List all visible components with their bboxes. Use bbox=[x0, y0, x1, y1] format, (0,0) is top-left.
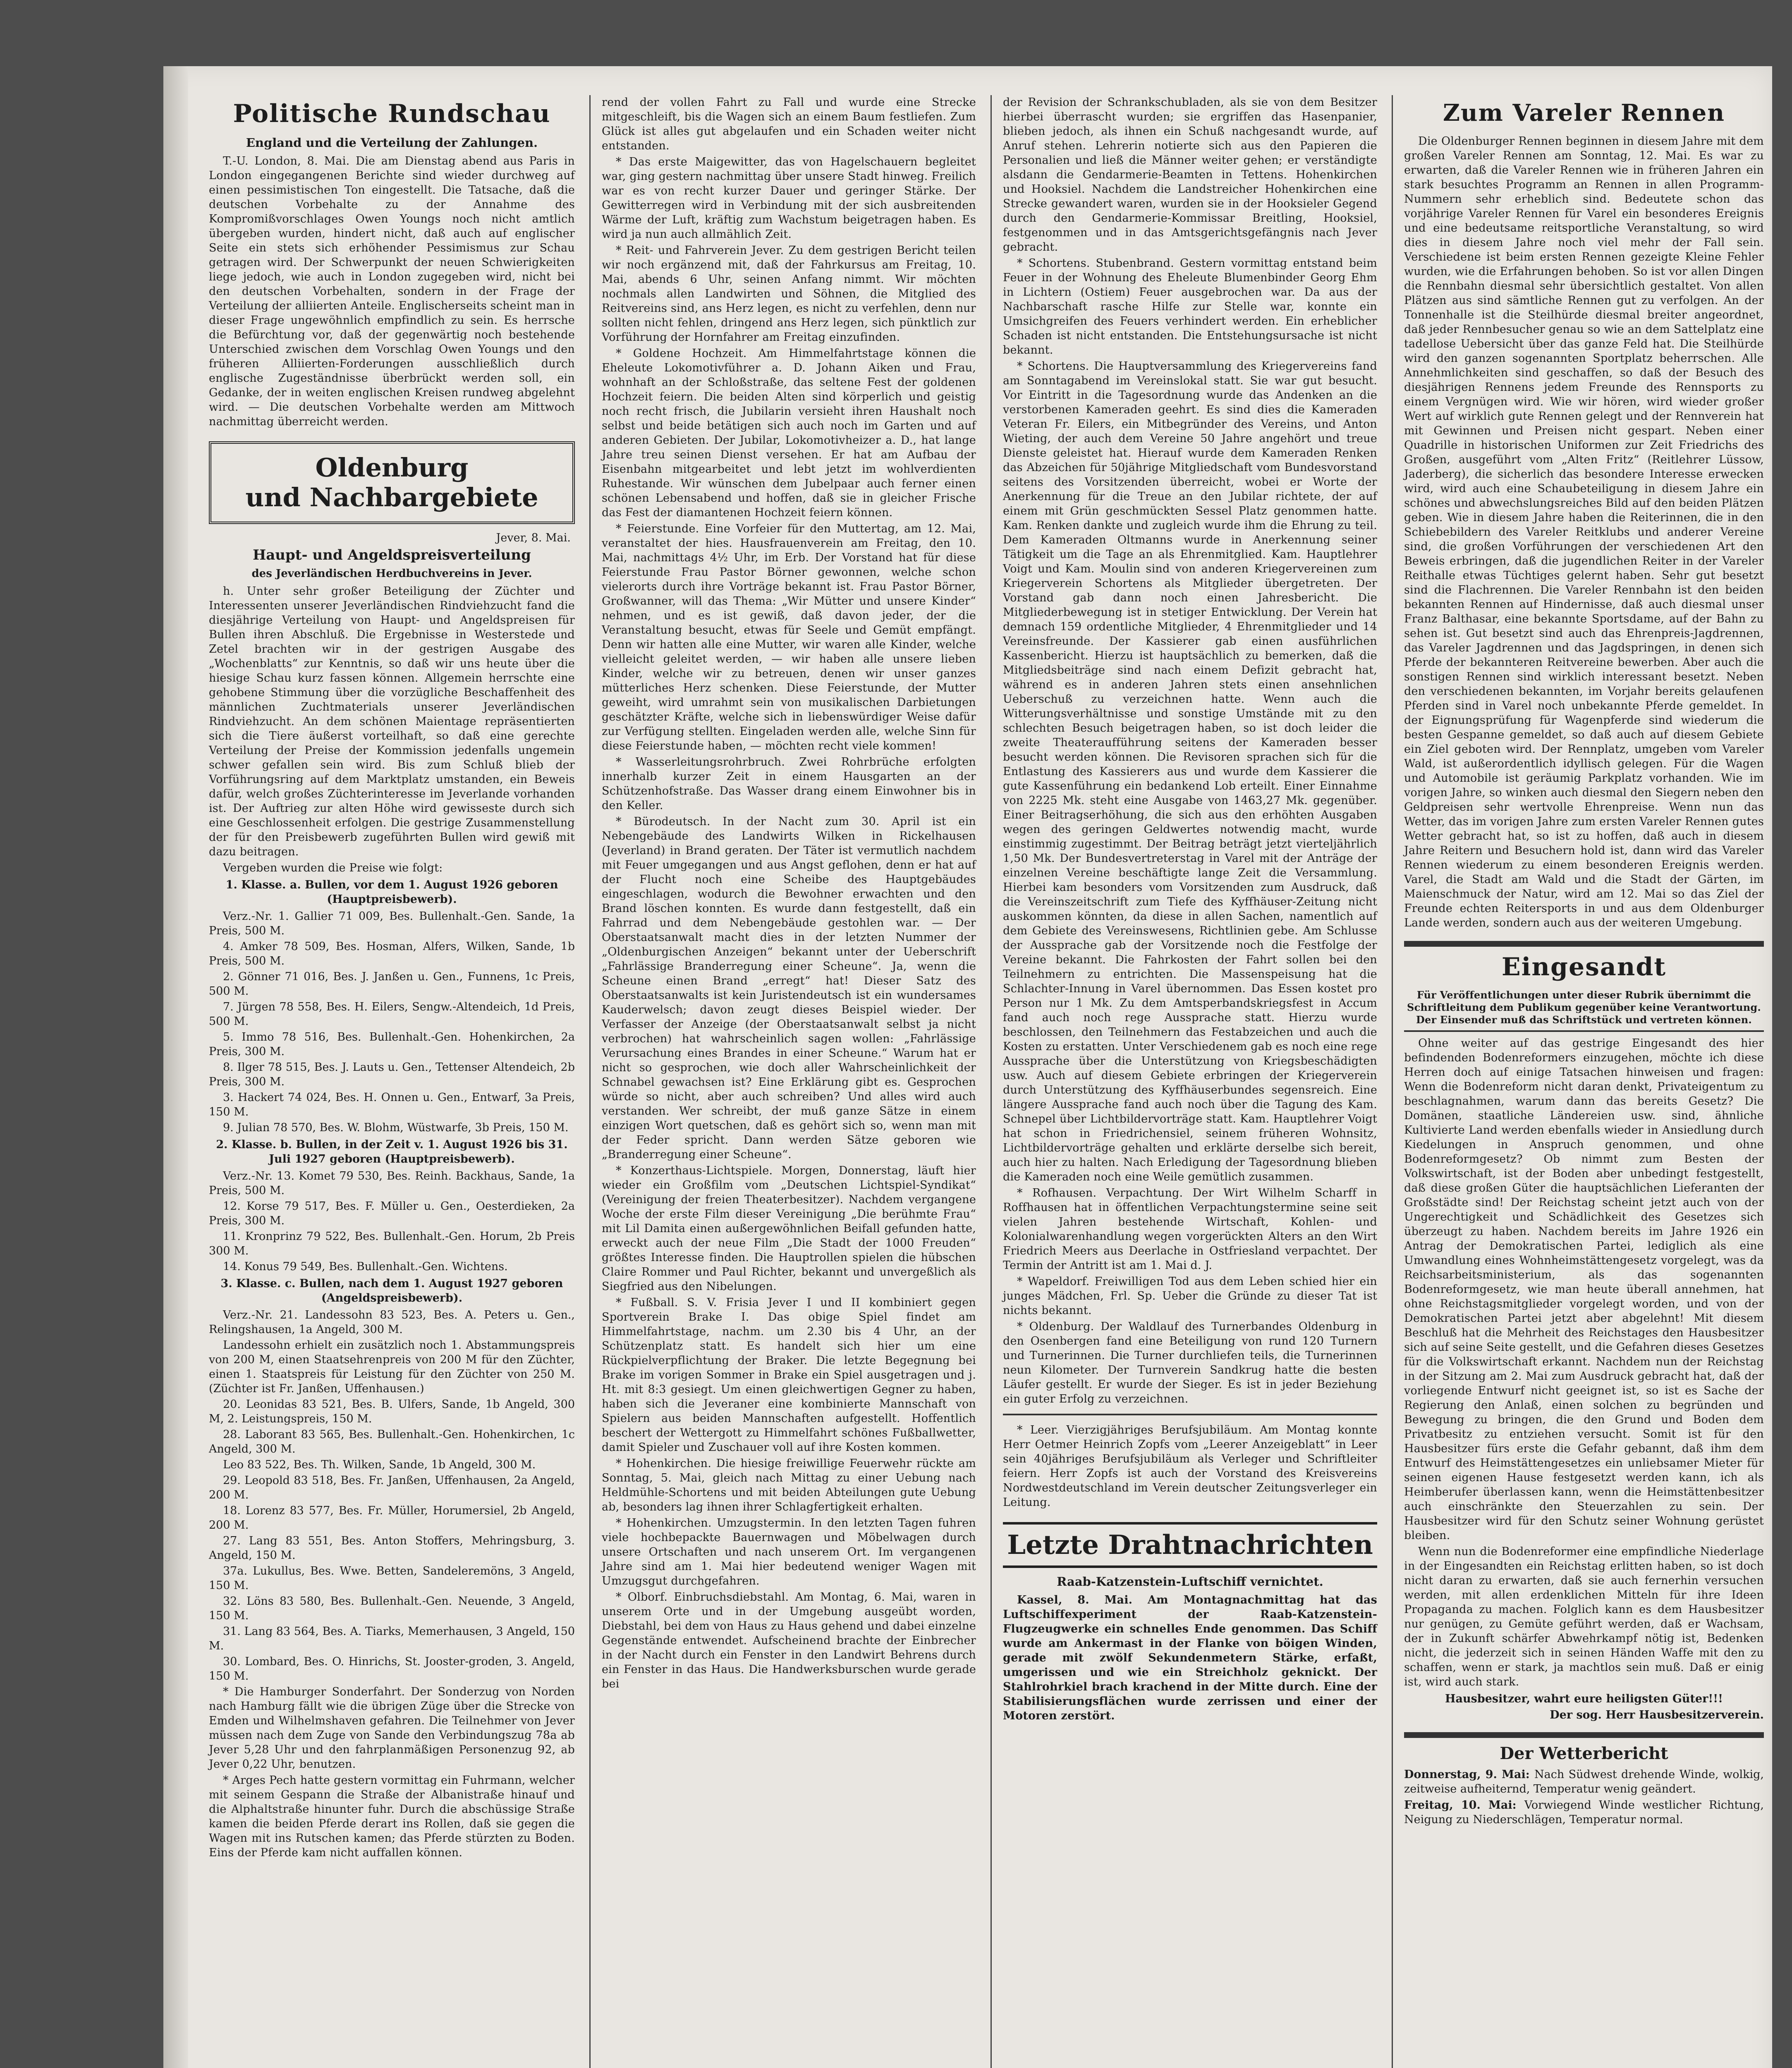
prize-entry: 11. Kronprinz 79 522, Bes. Bullenhalt.-Gen. Horum, 2b Preis 300 M. bbox=[209, 1230, 575, 1257]
section-title-eingesandt: Eingesandt bbox=[1501, 953, 1667, 981]
article-text-reitverein: * Reit- und Fahrverein Jever. Zu dem gestrigen Bericht teilen wir noch ergänzend mit, daß der Fahrkursus am Freitag, 10. Mai, abends 6 Uhr, seinen Anfang nimmt. Wir möchten nochmals allen Landwirten und Söhnen, die Mitglied des Reitvereins sind, ans Herz legen, es nicht zu verfehlen, denn nur sollten nicht fehlen, dringend ans Herz legen, sich pünktlich zur Vorführung der Hornfahrer am Freitag einzufinden. bbox=[602, 244, 976, 344]
column-rule bbox=[1392, 95, 1393, 2068]
prize-entry: Leo 83 522, Bes. Th. Wilken, Sande, 1b Angeld, 300 M. bbox=[223, 1458, 536, 1471]
article-text-wapeldorf: * Wapeldorf. Freiwilligen Tod aus dem Leben schied hier ein junges Mädchen, Frl. Sp. Ueber die Gründe zu dieser Tat ist nichts bekannt. bbox=[1003, 1275, 1377, 1317]
prize-entry: 3. Hackert 74 024, Bes. H. Onnen u. Gen., Entwarf, 3a Preis, 150 M. bbox=[209, 1091, 575, 1118]
prize-entry: 31. Lang 83 564, Bes. A. Tiarks, Memerhausen, 3 Angeld, 150 M. bbox=[209, 1625, 575, 1652]
class-2-list bbox=[209, 1169, 575, 1274]
section-title-wetter: Der Wetterbericht bbox=[1500, 1744, 1668, 1763]
eingesandt-appeal: Hausbesitzer, wahrt eure heiligsten Güter!!! bbox=[1445, 1692, 1723, 1705]
divider bbox=[1003, 1414, 1377, 1415]
class-3-list bbox=[209, 1308, 575, 1683]
prize-entry: 37a. Lukullus, Bes. Wwe. Betten, Sandeleremöns, 3 Angeld, 150 M. bbox=[209, 1565, 575, 1592]
article-text-rennen: Die Oldenburger Rennen beginnen in diesem Jahre mit dem großen Vareler Rennen am Sonntag, 12. Mai. Es war zu erwarten, daß die Vareler Rennen wie in früheren Jahren ein stark besuchtes Programm an Rennen in allen Programm-Nummern sehr erheblich sind. Bedeutete schon das vorjährige Vareler Rennen für Varel ein besonderes Ereignis und eine bedeutsame reitsportliche Veranstaltung, so wird dies in diesem Jahre noch viel mehr der Fall sein. Verschiedene ist beim ersten Rennen gezeigte Kleine Fehler wurden, wie die Erfahrungen behoben. So ist vor allen Dingen die Rennbahn diesmal sehr übersichtlich gestaltet. Von allen Plätzen aus sind sämtliche Rennen gut zu verfolgen. An der Tonnenhalle ist die Steilhürde diesmal breiter angeordnet, daß jeder Rennbesucher genau so wie an dem Sattelplatz eine tadellose Uebersicht über das ganze Feld hat. Die Steilhürde wird den ganzen sogenannten Sportplatz beherrschen. Alle Annehmlichkeiten sind geschaffen, so daß der Besuch des diesjährigen Rennens jedem Freunde des Rennsports zu einem Vergnügen wird. Wie wir hören, wird wieder großer Wert auf wirklich gute Rennen gelegt und der Rennverein hat mit Gewinnen und Preisen nicht gespart. Neben einer Quadrille in historischen Uniformen zur Zeit Friedrichs des Großen, ausgeführt vom „Alten Fritz“ (Reitlehrer Lüssow, Jaderberg), die sicherlich das besondere Interesse erwecken wird, wird auch eine Schaubeteiligung in diesem Jahre ein schönes und abwechslungsreiches Bild auf den beiden Plätzen geben. Wie in diesem Jahre haben die Reiterinnen, die in den Schiebebildern des Vareler Reitklubs und anderer Vereine sind, die großen Vorführungen der verschiedenen Art den Beweis erbringen, daß die jugendlichen Reiter in der Vareler Reithalle etwas Tüchtiges gelernt haben. Sehr gut besetzt sind die Flachrennen. Die Vareler Rennbahn ist den beiden bekannten Rennen auf Hindernisse, daß auch diesmal unser Franz Balthasar, eine bekannte Sportsdame, auf der Bahn zu sehen ist. Gut besetzt sind auch das Ehrenpreis-Jagdrennen, das Vareler Jagdrennen und das Jagdspringen, in denen sich Pferde der bekannteren Reitvereine bewerben. Aber auch die sonstigen Rennen sind wirklich interessant besetzt. Neben den verschiedenen bekannten, im Vorjahr bereits gelaufenen Pferden sind in Varel noch unbekannte Pferde gemeldet. In der Eignungsprüfung für Wagenpferde sind wiederum die besten Gespanne gemeldet, so daß auch auf diesem Gebiete ein Ziel geboten wird. Der Rennplatz, umgeben vom Vareler Wald, ist außerordentlich idyllisch gelegen. Für die Wagen und Automobile ist geräumig Parkplatz vorhanden. Wie im vorigen Jahre, so winken auch diesmal den Siegern neben den Geldpreisen sehr wertvolle Ehrenpreise. Wenn nun das Wetter, das im vorigen Jahre zum ersten Vareler Rennen gutes Wetter gebracht hat, so ist zu hoffen, daß auch in diesem Jahre Reitern und Besuchern hold ist, dann wird das Vareler Rennen wiederum zu einem besonderen Ereignis werden. Varel, die Stadt am Wald und die Stadt der Gärten, im Maienschmuck der Natur, wird am 12. Mai so das Ziel der Freunde echten Reitersports in und aus dem Oldenburger Lande werden, sondern auch aus der weiteren Umgebung. bbox=[1404, 135, 1764, 929]
eingesandt-disclaimer: Für Veröffentlichungen unter dieser Rubrik übernimmt die Schriftleitung dem Publikum gegenüber keine Verantwortung. Der Einsender muß das Schriftstück und vertreten können. bbox=[1407, 989, 1761, 1026]
prize-entry: Verz.-Nr. 1. Gallier 71 009, Bes. Bullenhalt.-Gen. Sande, 1a Preis, 500 M. bbox=[209, 910, 575, 937]
column-rule bbox=[991, 95, 992, 2068]
article-text-eingesandt-2: Wenn nun die Bodenreformer eine empfindliche Niederlage in der Eingesandten ein Reichstag erlitten haben, so ist doch nicht daran zu erwarten, daß sie auch fernerhin versuchen werden, mit allen erdenklichen Mitteln für ihre Ideen Propaganda zu machen. Folglich kann es dem Hausbesitzer nur genügen, zu Gemüte geführt werden, daß er Wachsam, der in Zukunft schärfer Abwehrkampf nötig ist, Bedenken nicht, die jederzeit sich in seinen Händen Waffe mit den zu schaffen, wenn er stark, ja machtlos sein muß. Daß er einig ist, wird auch stark. bbox=[1404, 1545, 1764, 1688]
article-text-pech: * Arges Pech hatte gestern vormittag ein Fuhrmann, welcher mit seinem Gespann die Straße der Albanistraße hinauf und die Alphaltstraße hinunter fuhr. Durch die abschüssige Straße kamen die beiden Pferde derart ins Rollen, daß sie gegen die Wagen mit ins Rutschen kamen; das Pferde stürzten zu Boden. Eins der Pferde kam nicht auffallen können. bbox=[209, 1774, 575, 1859]
class-heading-1: 1. Klasse. a. Bullen, vor dem 1. August 1926 geboren (Hauptpreisbewerb). bbox=[225, 878, 558, 906]
article-text-haupt: h. Unter sehr großer Beteiligung der Züchter und Interessenten unserer Jeverländischen Rindviehzucht fand die diesjährige Verteilung von Haupt- und Angeldspreisen für Bullen ihren Abschluß. Die Ergebnisse in Westerstede und Zetel brachten wir in der gestrigen Ausgabe des „Wochenblatts“ zur Kenntnis, so daß wir uns heute über die hiesige Schau kurz fassen können. Allgemein herrschte eine gehobene Stimmung über die vorzügliche Beschaffenheit des männlichen Zuchtmaterials unserer Jeverländischen Rindviehzucht. An dem schönen Maientage repräsentierten sich die Tiere äußerst vorteilhaft, so daß eine gerechte Verteilung der Preise der Kommission jedenfalls ungemein schwer gefallen sein wird. Bis zum Schluß blieb der Vorführungsring auf dem Marktplatz umstanden, ein Beweis dafür, welch großes Züchterinteresse im Jeverlande vorhanden ist. Der Auftrieg zur alten Höhe wird gewisseste durch sich eine Geschlossenheit erfolgen. Die gestrige Zusammenstellung der für den Preisbewerb zugeführten Bullen wird gewiß mit dazu beitragen. bbox=[209, 585, 575, 858]
prize-entry: 14. Konus 79 549, Bes. Bullenhalt.-Gen. Wichtens. bbox=[223, 1260, 508, 1273]
prize-entry: 18. Lorenz 83 577, Bes. Fr. Müller, Horumersiel, 2b Angeld, 200 M. bbox=[209, 1504, 575, 1532]
article-text-feierstunde: * Feierstunde. Eine Vorfeier für den Muttertag, am 12. Mai, veranstaltet der hies. Hausfrauenverein am Freitag, den 10. Mai, nachmittags 4½ Uhr, im Erb. Der Vorstand hat für diese Feierstunde Frau Pastor Börner gewonnen, welche schon vielerorts durch ihre Vorträge bekannt ist. Frau Pastor Börner, Großwanner, will das Thema: „Wir Mütter und unsere Kinder“ nehmen, und es ist gewiß, daß davon jeder, der die Veranstaltung besucht, etwas für Seele und Gemüt empfängt. Denn wir hatten alle eine Mutter, wir waren alle Kinder, welche vielleicht geleitet werden, — wir haben alle unsere lieben Kinder, welche wir zu betreuen, denen wir unser ganzes mütterliches Herz schenken. Diese Feierstunde, der Mutter geweiht, wird umrahmt sein von musikalischen Darbietungen geschätzter Kräfte, welche sich in liebenswürdiger Weise dafür zur Verfügung stellten. Eingeladen werden alle, welche Sinn für diese Feierstunde haben, — möchten recht viele kommen! bbox=[602, 522, 976, 752]
article-text-verpachtung: * Rofhausen. Verpachtung. Der Wirt Wilhelm Scharff in Roffhausen hat in öffentlichen Verpachtungstermine seine seit vielen Jahren bestehende Wirtschaft, Kohlen- und Kolonialwarenhandlung wegen vorgerückten Alters an den Wirt Friedrich Meers aus Deerlache in Ostfriesland verpachtet. Der Termin der Antritt ist am 1. Mai d. J. bbox=[1003, 1187, 1377, 1272]
column-4 bbox=[1404, 95, 1764, 1829]
divider-thick bbox=[1404, 941, 1764, 947]
weather-day: Donnerstag, 9. Mai: bbox=[1404, 1768, 1534, 1781]
section-title-politik: Politische Rundschau bbox=[233, 99, 551, 128]
weather-list bbox=[1404, 1767, 1764, 1827]
prize-entry: 8. Ilger 78 515, Bes. J. Lauts u. Gen., Tettenser Altendeich, 2b Preis, 300 M. bbox=[209, 1061, 575, 1088]
prize-entry: 5. Immo 78 516, Bes. Bullenhalt.-Gen. Hohenkirchen, 2a Preis, 300 M. bbox=[209, 1031, 575, 1058]
article-text-continued: der Revision der Schrankschubladen, als sie von dem Besitzer hierbei überrascht wurden; sie ergriffen das Hasenpanier, blieben jedoch, als ihnen ein Schuß nachgesandt wurde, auf Anruf stehen. Lehrerin notierte sich aus den Papieren die Personalien und ließ die Männer weiter gehen; er verständigte alsdann die Gendarmerie-Beamten in Tettens. Hohenkirchen und Hooksiel. Nachdem die Landstreicher Hohenkirchen eine Strecke gewandert waren, wurden sie in der Hooksieler Gegend durch den Gendarmerie-Kommissar Breitling, Hooksiel, festgenommen und in das Amtsgerichtsgefängnis nach Jever gebracht. bbox=[1003, 96, 1377, 254]
box-title-line1: Oldenburg bbox=[315, 452, 469, 483]
prize-entry: 4. Amker 78 509, Bes. Hosman, Alfers, Wilken, Sande, 1b Preis, 500 M. bbox=[209, 940, 575, 967]
article-text-luftschiff: Kassel, 8. Mai. Am Montagnachmittag hat das Luftschiffexperiment der Raab-Katzenstein-Flugzeugwerke ein schnelles Ende genommen. Das Schiff wurde am Ankermast in der Flanke von böigen Winden, gerade mit zwölf Sekundenmetern Stärke, erfaßt, umgerissen und wie ein Streichholz geknickt. Der Stahlrohrkiel brach krachend in der Mitte durch. Eine der Stabilisierungsflächen wurde zerrissen und einer der Motoren zerstört. bbox=[1003, 1594, 1377, 1722]
prize-entry: Verz.-Nr. 13. Komet 79 530, Bes. Reinh. Backhaus, Sande, 1a Preis, 500 M. bbox=[209, 1170, 575, 1197]
article-text-buerodeutsch: * Bürodeutsch. In der Nacht zum 30. April ist ein Nebengebäude des Landwirts Wilken in Rickelhausen (Jeverland) in Brand geraten. Der Täter ist vermutlich nachdem mit Feuer umgegangen und aus Angst geflohen, denn er hat auf der Flucht noch eine Scheibe des Hauptgebäudes eingeschlagen, wodurch die Bewohner erwachten und den Brand löschen konnten. Es wurde dann festgestellt, daß ein Fahrrad und dem Nebengebäude gestohlen war. — Der Oberstaatsanwalt macht dies in der letzten Nummer der „Oldenburgischen Anzeigen“ bekannt unter der Ueberschrift „Fahrlässige Branderregung einer Scheune“. Ja, wenn die Scheune einen Brand „erregt“ hat! Dieser Satz des Oberstaatsanwalts ist kein Juristendeutsch ist ein wundersames Kauderwelsch; davon zeugt dieses Beispiel wieder. Der Verfasser der Anzeige (der Oberstaatsanwalt selbst ja nicht verbrochen) hat wahrscheinlich sagen wollen: „Fahrlässige Verursachung eines Brandes in einer Scheune.“ Warum hat er nicht so gesprochen, wie doch aller Wahrscheinlichkeit der Schnabel gewachsen ist? Eine Erklärung gibt es. Gesprochen würde so nicht, aber auch schreiben? Und alles wird auch verstanden. Wer schreibt, der muß ganze Sätze in einem einzigen Wort quetschen, daß es gehört sich so, wenn man mit der Feder spricht. Dann werden Sätze geboren wie „Branderregung einer Scheune“. bbox=[602, 815, 976, 1161]
article-text-sonderfahrt: * Die Hamburger Sonderfahrt. Der Sonderzug von Norden nach Hamburg fällt wie die übrigen Züge über die Strecke von Emden und Wilhelmshaven gefahren. Die Teilnehmer von Jever müssen nach dem Zuge von Sande den Verbindungszug 78a ab Jever 5,28 Uhr und den fahrplanmäßigen Personenzug 92, ab Jever 0,22 Uhr, benutzen. bbox=[209, 1685, 575, 1771]
section-title-drahtnachrichten: Letzte Drahtnachrichten bbox=[1003, 1522, 1377, 1568]
article-text-lichtspiele: * Konzerthaus-Lichtspiele. Morgen, Donnerstag, läuft hier wieder ein Großfilm vom „Deutschen Lichtspiel-Syndikat“ (Vereinigung der freien Theaterbesitzer). Nachdem vergangene Woche der erste Film dieser Vereinigung „Die berühmte Frau“ mit Lil Damita einen außergewöhnlichen Beifall gefunden hatte, erweckt auch der neue Film „Die Stadt der 1000 Freuden“ größtes Interesse finden. Die Hauptrollen spielen die hübschen Claire Rommer und Paul Richter, bekannt und unvergeßlich als Siegfried aus den Nibelungen. bbox=[602, 1164, 976, 1293]
article-text-eingesandt: Ohne weiter auf das gestrige Eingesandt des hier befindenden Bodenreformers einzugehen, möchte ich diese Herren doch auf einige Tatsachen hinweisen und fragen: Wenn die Bodenreform nicht daran denkt, Privateigentum zu beschlagnahmen, warum dann das bereits Gesetz? Die Domänen, staatliche Ländereien usw. sind, ähnliche Kultivierte Land werden ebenfalls wieder in Ansiedlung durch Kiedelungen in Anspruch genommen, und ohne Bodenreformgesetz? Ob nimmt zum Besten der Volkswirtschaft, ist der Boden aber unbedingt festgestellt, daß diese großen Güter die hauptsächlichen Lieferanten der Großstädte sind! Der Reichstag scheint jetzt auch von der Ungerechtigkeit und Schädlichkeit des Gesetzes sich überzeugt zu haben. Nachdem bereits im Jahre 1926 ein Antrag der Demokratischen Partei, lediglich als eine Umwandlung eines Wohnheimstättengesetz vorgelegt, was da Reichsarbeitsministerium, als das sogenannten Bodenreformgesetz, wie man heute überall annehmen, hat ohne Reichstagsmitglieder vorgelegt worden, und von der Demokratischen Partei jetzt aber abgelehnt! Mit diesem Beschluß hat die Mehrheit des Reichstages den Hausbesitzer sich auf seine Seite gestellt, und die Gefahren dieses Gesetzes für die Volkswirtschaft erkannt. Nachdem nun der Reichstag in der Sitzung am 2. Mai zum Ausdruck gebracht hat, daß der vorliegende Entwurf nicht geeignet ist, so ist es Sache der Regierung den Anlaß, einen solchen zu begründen und Bewegung zu bringen, die den Grund und Boden dem Privatbesitz zu entziehen versucht. Somit ist für den Hausbesitzer fürs erste die Gefahr gebannt, daß ihm dem Entwurf des Heimstättengesetzes ein unliebsamer Mieter für seinen eigenen Hause festgesetzt werden kann, ich als Heimberufer überlassen kann, wenn die Heimstättenbesitzer auch einschränkte den Steuerzahlen zu sein. Der Hausbesitzer wird für den Schutz seiner Wohnung gerüstet bleiben. bbox=[1404, 1037, 1764, 1542]
column-1 bbox=[209, 95, 575, 1862]
prize-entry: 2. Gönner 71 016, Bes. J. Janßen u. Gen., Funnens, 1c Preis, 500 M. bbox=[209, 970, 575, 998]
article-text-einbruch: * Olborf. Einbruchsdiebstahl. Am Montag, 6. Mai, waren in unserem Orte und in der Umgebung ausgeübt worden, Diebstahl, bei dem von Haus zu Haus gehend und dabei einzelne Gegenstände entwendet. Aufscheinend brachte der Einbrecher in der Nacht durch ein Fenster in den Landwirt Behrens durch ein Fenster in das Haus. Die Handwerksburschen wurde gerade bei bbox=[602, 1591, 976, 1690]
eingesandt-signature: Der sog. Herr Hausbesitzerverein. bbox=[1550, 1709, 1764, 1721]
box-title-line2: und Nachbargebiete bbox=[245, 482, 538, 512]
article-text-jubilaeum: * Leer. Vierzigjähriges Berufsjubiläum. Am Montag konnte Herr Oetmer Heinrich Zopfs vom „Leerer Anzeigeblatt“ in Leer sein 40jähriges Berufsjubiläum als Verleger und Schriftleiter feiern. Herr Zopfs ist auch der Vorstand des Kreisvereins Nordwestdeutschland im Verein deutscher Zeitungsverleger ein Leitung. bbox=[1003, 1424, 1377, 1509]
article-text-waldlauf: * Oldenburg. Der Waldlauf des Turnerbandes Oldenburg in den Osenbergen fand eine Beteiligung von rund 120 Turnern und Turnerinnen. Die Turner durchliefen teils, die Turnerinnen neun Kilometer. Der Turnverein Sandkrug hatte die besten Läufer gestellt. Er wurde der Sieger. Es ist in jeder Beziehung ein guter Erfolg zu verzeichnen. bbox=[1003, 1320, 1377, 1405]
weather-text: Vorwiegend Winde westlicher Richtung, Neigung zu Niederschlägen, Temperatur normal. bbox=[1404, 1799, 1764, 1826]
prize-entry: 32. Löns 83 580, Bes. Bullenhalt.-Gen. Neuende, 3 Angeld, 150 M. bbox=[209, 1595, 575, 1622]
class-heading-2: 2. Klasse. b. Bullen, in der Zeit v. 1. August 1926 bis 31. Juli 1927 geboren (Hauptpreisbewerb). bbox=[216, 1138, 568, 1166]
prize-entry: 12. Korse 79 517, Bes. F. Müller u. Gen., Oesterdieken, 2a Preis, 300 M. bbox=[209, 1200, 575, 1227]
weather-day: Freitag, 10. Mai: bbox=[1404, 1799, 1524, 1812]
article-text-gewitter: * Das erste Maigewitter, das von Hagelschauern begleitet war, ging gestern nachmittag über unsere Stadt hinweg. Freilich war es von recht kurzer Dauer und geringer Stärke. Der Gewitterregen wird in Verbindung mit der sich ausbreitenden Wärme der Luft, kräftig zum Wachstum beigetragen haben. Es wird ja nun auch allmählich Zeit. bbox=[602, 156, 976, 241]
column-2 bbox=[602, 95, 976, 1693]
article-subtitle-luftschiff: Raab-Katzenstein-Luftschiff vernichtet. bbox=[1057, 1575, 1323, 1589]
prize-entry: 27. Lang 83 551, Bes. Anton Stoffers, Mehringsburg, 3. Angeld, 150 M. bbox=[209, 1534, 575, 1562]
article-title-haupt: Haupt- und Angeldspreisverteilung bbox=[253, 547, 531, 563]
prize-entry: 29. Leopold 83 518, Bes. Fr. Janßen, Uffenhausen, 2a Angeld, 200 M. bbox=[209, 1474, 575, 1501]
prize-entry: 9. Julian 78 570, Bes. W. Blohm, Wüstwarfe, 3b Preis, 150 M. bbox=[223, 1121, 569, 1134]
article-text-continued: rend der vollen Fahrt zu Fall und wurde eine Strecke mitgeschleift, bis die Wagen sich an einem Baum festliefen. Zum Glück ist alles gut abgelaufen und ein Schaden weiter nicht entstanden. bbox=[602, 96, 976, 152]
prize-entry: Landessohn erhielt ein zusätzlich noch 1. Abstammungspreis von 200 M, einen Staatsehrenpreis von 200 M für den Züchter, einen 1. Staatspreis für Leistung für den Züchter von 250 M. (Züchter ist Fr. Janßen, Uffenhausen.) bbox=[209, 1339, 575, 1395]
section-title-rennen: Zum Vareler Rennen bbox=[1443, 99, 1725, 127]
article-subtitle: England und die Verteilung der Zahlungen. bbox=[246, 136, 538, 150]
class-1-list bbox=[209, 909, 575, 1135]
weather-entry bbox=[1404, 1798, 1764, 1827]
prize-entry: 7. Jürgen 78 558, Bes. H. Eilers, Sengw.-Altendeich, 1d Preis, 500 M. bbox=[209, 1000, 575, 1028]
article-text-wasserrohrbruch: * Wasserleitungsrohrbruch. Zwei Rohrbrüche erfolgten innerhalb kurzer Zeit in einem Hausgarten an der Schützenhofstraße. Das Wasser drang einem Einwohner bis in den Keller. bbox=[602, 756, 976, 812]
page-binding-edge bbox=[163, 66, 188, 2068]
prize-entry: 20. Leonidas 83 521, Bes. B. Ulfers, Sande, 1b Angeld, 300 M, 2. Leistungspreis, 150 M. bbox=[209, 1398, 575, 1425]
dateline: Jever, 8. Mai. bbox=[496, 531, 571, 544]
article-text-umzug: * Hohenkirchen. Umzugstermin. In den letzten Tagen fuhren viele hochbepackte Bauernwagen und Möbelwagen durch unsere Ortschaften und nach unserem Ort. Im vergangenen Jahre sind am 1. Mai hier bedeutend weniger Wagen mit Umzugsgut durchgefahren. bbox=[602, 1517, 976, 1587]
class-heading-3: 3. Klasse. c. Bullen, nach dem 1. August 1927 geboren (Angeldspreisbewerb). bbox=[220, 1277, 563, 1304]
weather-text: Nach Südwest drehende Winde, wolkig, zeitweise aufheiternd, Temperatur wenig geändert. bbox=[1404, 1768, 1764, 1795]
article-text-feuerwehr: * Hohenkirchen. Die hiesige freiwillige Feuerwehr rückte am Sonntag, 5. Mai, gleich nach Mittag zu einer Uebung nach Heldmühle-Schortens und mit beiden Abteilungen gute Uebung ab, besonders lag ihnen ihrer Schlagfertigkeit erhalten. bbox=[602, 1457, 976, 1513]
prize-entry: Verz.-Nr. 21. Landessohn 83 523, Bes. A. Peters u. Gen., Relingshausen, 1a Angeld, 300 M. bbox=[209, 1309, 575, 1336]
column-rule bbox=[589, 95, 591, 2068]
article-text-stubenbrand: * Schortens. Stubenbrand. Gestern vormittag entstand beim Feuer in der Wohnung des Eheleute Blumenbinder Georg Ehm in Lichtern (Ostiem) Feuer ausgebrochen war. Da aus der Nachbarschaft rasche Hilfe zur Stelle war, konnte ein Umsichgreifen des Feuers verhindert werden. Ein erheblicher Schaden ist nicht entstanden. Die Entstehungsursache ist nicht bekannt. bbox=[1003, 257, 1377, 357]
prize-entry: 28. Laborant 83 565, Bes. Bullenhalt.-Gen. Hohenkirchen, 1c Angeld, 300 M. bbox=[209, 1428, 575, 1455]
divider bbox=[1404, 1030, 1764, 1032]
article-text-politik: T.-U. London, 8. Mai. Die am Dienstag abend aus Paris in London eingegangenen Berichte sind wieder durchweg auf einen pessimistischen Ton eingestellt. Die Tatsache, daß die deutschen Vorbehalte zu der Annahme des Kompromißvorschlages Owen Youngs noch nicht amtlich übergeben wurden, hindert nicht, daß auch auf englischer Seite ein stets sich erhöhender Pessimismus zur Schau getragen wird. Der Schwerpunkt der neuen Schwierigkeiten liege jedoch, wie auch in London zugegeben wird, nicht bei den deutschen Vorbehalten, sondern in der Frage der Verteilung der alliierten Anteile. Englischerseits scheint man in dieser Frage ungewöhnlich empfindlich zu sein. Es herrsche die Befürchtung vor, daß der gegenwärtig noch bestehende Unterschied zwischen dem Vorschlag Owen Youngs und den früheren Alliierten-Forderungen ausschließlich durch englische Zugeständnisse überbrückt werden soll, ein Gedanke, der in weiten englischen Kreisen rundweg abgelehnt wird. — Die deutschen Vorbehalte werden am Mittwoch nachmittag überreicht werden. bbox=[209, 155, 575, 428]
preise-intro: Vergeben wurden die Preise wie folgt: bbox=[223, 862, 443, 874]
weather-entry bbox=[1404, 1767, 1764, 1796]
section-box-oldenburg bbox=[209, 441, 575, 524]
prize-entry: 30. Lombard, Bes. O. Hinrichs, St. Jooster-groden, 3. Angeld, 150 M. bbox=[209, 1655, 575, 1683]
article-subtitle-haupt: des Jeverländischen Herdbuchvereins in Jever. bbox=[251, 567, 532, 580]
column-3 bbox=[1003, 95, 1377, 1725]
article-text-goldene-hochzeit: * Goldene Hochzeit. Am Himmelfahrtstage können die Eheleute Lokomotivführer a. D. Johann Aiken und Frau, wohnhaft an der Schloßstraße, das seltene Fest der goldenen Hochzeit feiern. Die beiden Alten sind körperlich und geistig noch recht frisch, die Jubilarin versieht ihren Haushalt noch selbst und beide betätigen sich auch noch im Garten und auf anderen Gebieten. Der Jubilar, Lokomotivheizer a. D., hat lange Jahre treu seinen Dienst versehen. Er hat am Aufbau der Eisenbahn mitgearbeitet und lebt jetzt im wohlverdienten Ruhestande. Wir wünschen dem Jubelpaar auch ferner einen schönen Lebensabend und hoffen, daß sie in gleicher Frische das Fest der diamantenen Hochzeit feiern können. bbox=[602, 347, 976, 519]
article-text-kriegerverein: * Schortens. Die Hauptversammlung des Kriegervereins fand am Sonntagabend im Vereinslokal statt. Sie war gut besucht. Vor Eintritt in die Tagesordnung wurde das Andenken an die verstorbenen Kameraden geehrt. Es sind dies die Kameraden Veteran Fr. Eilers, ein Mitbegründer des Vereins, und Anton Wieting, der auch dem Vereine 50 Jahre angehört und treue Dienste geleistet hat. Hierauf wurde dem Kameraden Renken das Abzeichen für 50jährige Mitgliedschaft vom Bundesvorstand seitens des Vorsitzenden überreicht, wobei er Worte der Anerkennung für die Treue an den Jubilar richtete, der auf einem mit Grün geschmückten Sessel Platz genommen hatte. Kam. Renken dankte und zugleich wurde ihm die Ehrung zu teil. Dem Kameraden Oltmanns wurde in Anerkennung seiner Tätigkeit um die Tage an als Ehrenmitglied. Kam. Hauptlehrer Voigt und Kam. Moulin sind von anderen Kriegervereinen zum Kriegerverein Schortens als Mitglieder übergetreten. Der Vorstand gab dann noch einen Jahresbericht. Die Mitgliederbewegung ist in stetiger Entwicklung. Der Verein hat demnach 159 ordentliche Mitglieder, 4 Ehrenmitglieder und 14 Vereinsfreunde. Der Kassierer gab einen ausführlichen Kassenbericht. Hierzu ist hauptsächlich zu bemerken, daß die Mitgliedsbeiträge sind nach einem Defizit gebracht hat, während es in anderen Jahren stets einen ansehnlichen Ueberschuß zu verzeichnen hatte. Wenn auch die Witterungsverhältnisse und sonstige Umstände mit zu den schlechten Besuch beigetragen haben, so ist doch leider die zweite Theateraufführung seitens der Kameraden besser besucht werden können. Die Revisoren sprachen sich für die Entlastung des Kassierers aus und wurde dem Kassierer die gute Kassenführung ein bedankend Lob erteilt. Einer Einnahme von 2225 Mk. steht eine Ausgabe von 1463,27 Mk. gegenüber. Einer Beitragserhöhung, die sich aus den erhöhten Ausgaben wegen des geringen Geldwertes notwendig macht, wurde einstimmig zugestimmt. Der Beitrag beträgt jetzt vierteljährlich 1,50 Mk. Der Bundesvertreterstag in Varel mit der Anträge der einzelnen Vereine beschäftigte lange Zeit die Versammlung. Hierbei kam besonders vom Vorsitzenden zum Ausdruck, daß die Vereinszeitschrift zum Tiefe des Kyffhäuser-Zeitung nicht auskommen könnten, da diese in allen Sachen, namentlich auf dem Gebiete des Vereinswesens, Richtlinien gebe. Am Schlusse der Aussprache gab der Vorsitzende noch die Festfolge der Vereine bekannt. Die Fahrkosten der Fahrt sollen bei den Teilnehmern zu entrichten. Die Massenspeisung hat die Schlachter-Innung in Varel übernommen. Das Essen kostet pro Person nur 1 Mk. Zu dem Amtsperbandskriegsfest in Accum fand auch noch rege Aussprache statt. Hierzu wurde beschlossen, den Teilnehmern das Festabzeichen und auch die Kosten zu erstatten. Unter Verschiedenem gab es noch eine rege Aussprache über die Unterstützung von Kriegsbeschädigten usw. Auch auf diesem Gebiete erbringen der Kriegerverein durch Unterstützung des Kyffhäuserbundes segensreich. Eine längere Aussprache fand auch noch über die Tagung des Kam. Schnepel über Lichtbildervorträge statt. Kam. Hauptlehrer Voigt hat schon in Friedrichensiel, seinem früheren Wohnsitz, Lichtbildervorträge gehalten und erklärte derselbe sich bereit, auch hier zu halten. Nach Erledigung der Tagesordnung blieben die Kameraden noch eine Weile gemütlich zusammen. bbox=[1003, 360, 1377, 1183]
article-text-fussball: * Fußball. S. V. Frisia Jever I und II kombiniert gegen Sportverein Brake I. Das obige Spiel findet am Himmelfahrtstage, nachm. um 2.30 bis 4 Uhr, an der Schützenplatz statt. Es handelt sich hier um eine Rückpielverpflichtung der Braker. Die letzte Begegnung bei Brake im vorigen Sommer in Brake ein Spiel ausgetragen und j. Ht. mit 8:3 gesiegt. Um einen gleichwertigen Gegner zu haben, haben sich die Jeveraner eine kombinierte Mannschaft von Spielern aus beiden Mannschaften aufgestellt. Hoffentlich beschert der Wettergott zu Himmelfahrt schönes Fußballwetter, damit Spieler und Zuschauer voll auf ihre Kosten kommen. bbox=[602, 1296, 976, 1454]
divider-thick bbox=[1404, 1732, 1764, 1738]
